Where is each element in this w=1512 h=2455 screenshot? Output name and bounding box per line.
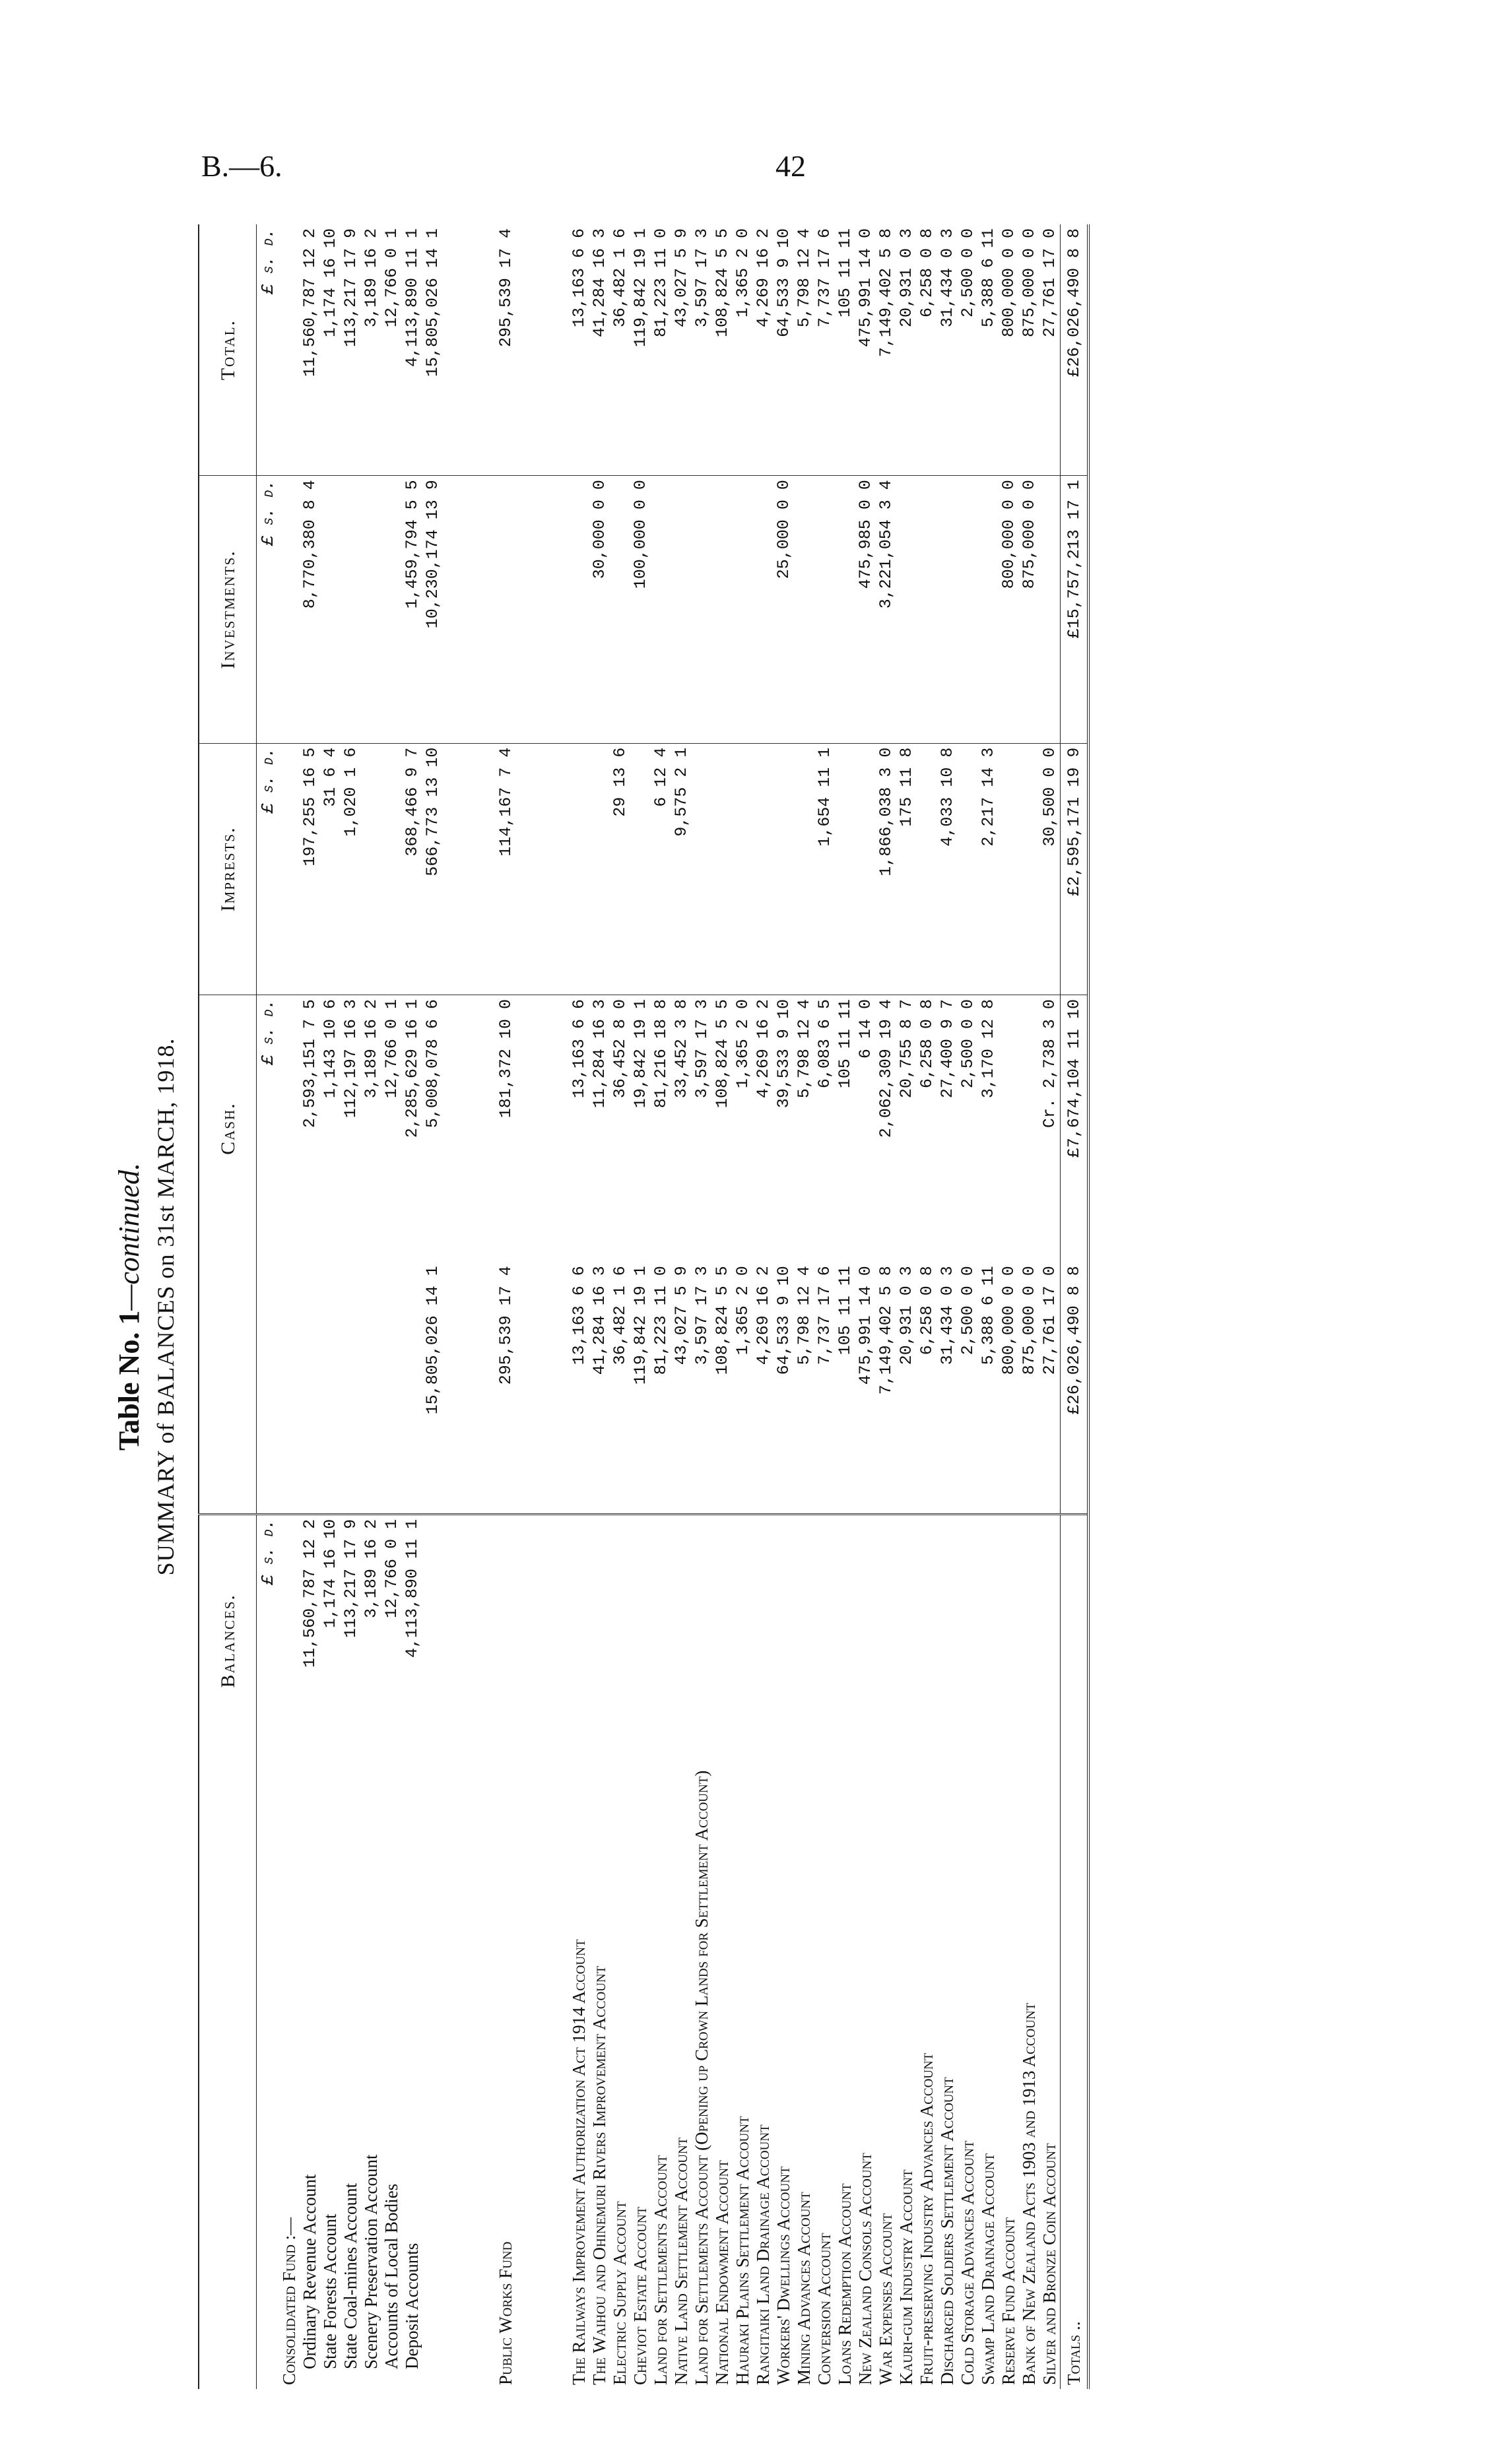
balance-cell [999,1514,1019,1766]
col-cash: Cash. [199,995,257,1262]
account-label: The Railways Improvement Authorization Act 1914 Account [569,1939,589,2385]
investment-cell: 475,985 0 0 [855,476,876,743]
table-row [835,224,855,2389]
investment-cell: 875,000 0 0 [1019,476,1039,743]
imprest-cell [958,743,978,995]
cash-cell: 1,143 10 6 [321,999,340,1099]
total-cell: 4,269 16 2 [753,224,773,476]
total-cell: 7,149,402 5 8 [876,224,896,476]
imprest-cell [999,743,1019,995]
account-label: Workers' Dwellings Account [773,2166,793,2385]
imprest-cell: 114,167 7 4 [496,743,516,995]
table-row [692,224,712,2389]
account-label: Ordinary Revenue Account [300,2174,319,2369]
investment-cell: 3,221,054 3 4 [876,476,896,743]
cash-cell: 108,824 5 5 [713,999,732,1109]
table-row [958,224,978,2389]
table-row [300,224,320,2389]
balance-cell [1039,1514,1061,1766]
table-row [773,224,794,2389]
imprest-cell: 29 13 6 [610,743,630,995]
investment-cell: 25,000 0 0 [773,476,794,743]
cash-cell: 6,083 6 5 [815,999,834,1089]
total-cell: 81,223 11 0 [651,224,671,476]
total-cell: 27,761 17 0 [1039,224,1061,476]
subtotal-balance-cell: 3,597 17 3 [692,1262,712,1514]
account-label: Conversion Account [814,2233,834,2385]
account-label: Loans Redemption Account [835,2183,855,2385]
account-label [422,1767,443,2389]
account-label: Land for Settlements Account (Opening up Crown Lands for Settlement Account) [692,1770,711,2385]
total-cell: 12,766 0 1 [381,224,402,476]
investment-cell: £15,757,213 17 1 [1061,476,1089,743]
cash-cell: 33,452 3 8 [672,999,691,1099]
balance-cell [773,1514,794,1766]
balance-cell: 11,560,787 12 2 [300,1519,319,1668]
total-cell: 36,482 1 6 [610,224,630,476]
cash-cell: 36,452 8 0 [610,999,630,1099]
table-row [381,224,402,2389]
subtotal-balance-cell: 7,149,402 5 8 [876,1262,896,1514]
spacer-cell [361,1262,381,1514]
total-cell: 800,000 0 0 [999,224,1019,476]
investment-cell: 100,000 0 0 [630,476,651,743]
table-row [876,224,896,2389]
imprest-cell [855,743,876,995]
total-cell: 64,533 9 10 [773,224,794,476]
account-label: Hauraki Plains Settlement Account [733,2116,752,2385]
balance-cell: 3,189 16 2 [362,1519,381,1618]
page-reference: B.—6. [201,149,282,183]
subtotal-balance-cell: 43,027 5 9 [671,1262,692,1514]
account-label: Accounts of Local Bodies [381,2183,401,2369]
investment-cell [341,476,361,743]
total-cell: 11,560,787 12 2 [300,224,320,476]
imprest-cell [589,743,610,995]
investment-cell [753,476,773,743]
cash-cell: 3,597 17 3 [692,999,711,1099]
investment-cell [610,476,630,743]
total-cell: 875,000 0 0 [1019,224,1039,476]
imprest-cell: 566,773 13 10 [422,743,443,995]
total-cell: £26,026,490 8 8 [1061,224,1089,476]
balance-cell: 12,766 0 1 [382,1519,401,1618]
subtotal-balance-cell: 13,163 6 6 [569,1262,589,1514]
subtotal-balance-cell: 1,365 2 0 [733,1262,753,1514]
balance-cell [917,1514,937,1766]
total-cell: 13,163 6 6 [569,224,589,476]
imprest-cell: 30,500 0 0 [1039,743,1061,995]
table-row [937,224,958,2389]
table-row [651,224,671,2389]
subtotal-balance-cell: 119,842 19 1 [630,1262,651,1514]
investment-cell [692,476,712,743]
subtotal-balance-cell: 7,737 17 6 [814,1262,835,1514]
imprest-cell [753,743,773,995]
account-label: State Coal-mines Account [341,2183,360,2369]
total-cell: 31,434 0 3 [937,224,958,476]
col-total: Total. [199,224,257,476]
subtotal-balance-cell: 105 11 11 [835,1262,855,1514]
subtotal-balance-cell: 295,539 17 4 [496,1262,516,1514]
page-number: 42 [775,149,806,183]
investment-cell [917,476,937,743]
imprest-cell [630,743,651,995]
total-cell: 1,174 16 10 [320,224,341,476]
investment-cell [1039,476,1061,743]
account-label: Silver and Bronze Coin Account [1039,2143,1059,2385]
table-row [753,224,773,2389]
balance-cell [794,1514,814,1766]
imprest-cell [794,743,814,995]
investment-cell: 800,000 0 0 [999,476,1019,743]
table-row [712,224,733,2389]
investment-cell [320,476,341,743]
balance-cell [1019,1514,1039,1766]
total-cell: 113,217 17 9 [341,224,361,476]
cash-cell: 2,593,151 7 5 [300,999,319,1129]
balance-cell [978,1514,999,1766]
total-cell: 475,991 14 0 [855,224,876,476]
account-label: Scenery Preservation Account [361,2154,381,2369]
cash-cell: 20,755 8 7 [897,999,916,1099]
investment-cell: 10,230,174 13 9 [422,476,443,743]
imprest-cell [569,743,589,995]
col-imprests: Imprests. [199,743,257,995]
balance-cell [876,1514,896,1766]
investment-cell: 30,000 0 0 [589,476,610,743]
subtotal-balance-cell: 475,991 14 0 [855,1262,876,1514]
total-cell: 119,842 19 1 [630,224,651,476]
imprest-cell: 6 12 4 [651,743,671,995]
spacer-cell [381,1262,402,1514]
balance-cell [692,1514,712,1766]
investment-cell [671,476,692,743]
total-cell: 41,284 16 3 [589,224,610,476]
account-label: Kauri-gum Industry Account [896,2169,916,2385]
table-title: Table No. 1—continued. [113,1163,145,1451]
cash-cell: 5,008,078 6 6 [423,999,442,1129]
subtotal-balance-cell: 81,223 11 0 [651,1262,671,1514]
subtotal-balance-cell: 4,269 16 2 [753,1262,773,1514]
total-cell: 7,737 17 6 [814,224,835,476]
imprest-cell [835,743,855,995]
account-label: Native Land Settlement Account [671,2137,691,2385]
total-cell: 2,500 0 0 [958,224,978,476]
balance-cell [630,1514,651,1766]
imprest-cell [692,743,712,995]
imprest-cell: 1,866,038 3 0 [876,743,896,995]
imprest-cell: 1,654 11 1 [814,743,835,995]
balance-cell [896,1514,917,1766]
account-label: Electric Supply Account [610,2201,630,2385]
subtotal-balance-cell: 5,388 6 11 [978,1262,999,1514]
cash-cell [999,995,1019,1262]
account-label: State Forests Account [320,2213,340,2369]
table-row [671,224,692,2389]
table-row [610,224,630,2389]
account-label: Rangitaiki Land Drainage Account [753,2124,773,2385]
col-investments: Investments. [199,476,257,743]
investment-cell [814,476,835,743]
spacer-cell [341,1262,361,1514]
cash-cell: 13,163 6 6 [570,999,589,1099]
account-label: Mining Advances Account [794,2192,814,2385]
table-row [320,224,341,2389]
table-row [1019,224,1039,2389]
imprest-cell [917,743,937,995]
consolidated-heading: Consolidated Fund :— [279,2217,299,2385]
balance-cell [671,1514,692,1766]
subtotal-balance-cell: 20,931 0 3 [896,1262,917,1514]
total-cell: 20,931 0 3 [896,224,917,476]
total-cell: 4,113,890 11 1 [402,224,422,476]
balance-cell [610,1514,630,1766]
balance-cell: 4,113,890 11 1 [403,1519,422,1658]
table-row [917,224,937,2389]
table-row [361,224,381,2389]
table-row [341,224,361,2389]
investment-cell [361,476,381,743]
subtotal-balance-cell: £26,026,490 8 8 [1061,1262,1089,1514]
investment-cell [733,476,753,743]
balance-cell: 1,174 16 10 [321,1519,340,1628]
subtotal-balance-cell: 31,434 0 3 [937,1262,958,1514]
total-cell: 3,189 16 2 [361,224,381,476]
total-cell: 43,027 5 9 [671,224,692,476]
account-label: Reserve Fund Account [999,2217,1018,2385]
table-row [999,224,1019,2389]
cash-cell: 27,400 9 7 [938,999,957,1099]
spacer-cell [320,1262,341,1514]
investment-cell [496,476,516,743]
investment-cell [381,476,402,743]
cash-cell: Cr. 2,738 3 0 [1040,999,1059,1129]
account-label: Swamp Land Drainage Account [978,2153,998,2385]
cash-cell: 2,285,629 16 1 [403,999,422,1138]
cash-cell: 4,269 16 2 [754,999,773,1099]
account-label: War Expenses Account [876,2213,896,2385]
column-header-row [199,224,257,2389]
balance-cell [496,1514,516,1766]
investment-cell [978,476,999,743]
imprest-cell: 1,020 1 6 [341,743,361,995]
cash-cell: 12,766 0 1 [382,999,401,1099]
imprest-cell: 175 11 8 [896,743,917,995]
account-label: Totals .. [1061,1767,1089,2389]
cash-cell: £7,674,104 11 10 [1061,995,1089,1262]
balance-cell [422,1514,443,1766]
imprest-cell [381,743,402,995]
total-cell: 3,597 17 3 [692,224,712,476]
balances-table [198,224,1090,2389]
consolidated-heading-row [279,224,300,2389]
imprest-cell: 9,575 2 1 [671,743,692,995]
table-row [978,224,999,2389]
table-row [589,224,610,2389]
account-label: The Waihou and Ohinemuri Rivers Improvement Account [589,1965,609,2385]
cash-cell: 6,258 0 8 [917,999,937,1089]
subtotal-balance-cell: 2,500 0 0 [958,1262,978,1514]
total-cell: 1,365 2 0 [733,224,753,476]
cash-cell: 2,062,309 19 4 [876,999,896,1138]
table-row [733,224,753,2389]
table-row [855,224,876,2389]
balance-cell [651,1514,671,1766]
total-cell: 6,258 0 8 [917,224,937,476]
investment-cell [937,476,958,743]
balance-cell [937,1514,958,1766]
imprest-cell [773,743,794,995]
imprest-cell [361,743,381,995]
subtotal-balance-cell: 6,258 0 8 [917,1262,937,1514]
balance-cell [712,1514,733,1766]
balance-cell [855,1514,876,1766]
subtotal-balance-cell: 27,761 17 0 [1039,1262,1061,1514]
cash-cell: 105 11 11 [836,999,855,1089]
total-cell: 295,539 17 4 [496,224,516,476]
investment-cell [569,476,589,743]
spacer-cell [402,1262,422,1514]
table-row [896,224,917,2389]
balance-cell [753,1514,773,1766]
cash-cell: 181,372 10 0 [496,999,515,1119]
cash-cell: 1,365 2 0 [733,999,752,1089]
balance-cell: 113,217 17 9 [341,1519,360,1638]
balance-cell [835,1514,855,1766]
table-row [794,224,814,2389]
public-works-row [496,224,516,2389]
rotated-table-block [106,224,1426,2389]
table-row [630,224,651,2389]
subtotal-balance-cell: 15,805,026 14 1 [422,1262,443,1514]
account-label: Fruit-preserving Industry Advances Account [917,2052,937,2385]
balance-cell [1061,1514,1089,1766]
balance-cell [569,1514,589,1766]
total-cell: 5,798 12 4 [794,224,814,476]
account-label: Public Works Fund [496,2241,515,2385]
account-label: Deposit Accounts [402,2242,422,2369]
total-cell: 108,824 5 5 [712,224,733,476]
account-label: National Endowment Account [712,2160,732,2385]
cash-cell: 6 14 0 [856,999,875,1059]
imprest-cell: 368,466 9 7 [402,743,422,995]
imprest-cell: 2,217 14 3 [978,743,999,995]
investment-cell: 1,459,794 5 5 [402,476,422,743]
balance-cell [589,1514,610,1766]
imprest-cell [712,743,733,995]
cash-cell: 11,284 16 3 [590,999,609,1109]
balance-cell [814,1514,835,1766]
imprest-cell [1019,743,1039,995]
subtotal-balance-cell: 64,533 9 10 [773,1262,794,1514]
subtotal-balance-cell: 875,000 0 0 [1019,1262,1039,1514]
total-cell: 15,805,026 14 1 [422,224,443,476]
balance-cell [733,1514,753,1766]
cash-cell: 39,533 9 10 [774,999,793,1109]
cash-cell [1019,995,1039,1262]
table-row [569,224,589,2389]
cash-cell: 3,189 16 2 [362,999,381,1099]
cash-cell: 19,842 19 1 [631,999,650,1109]
imprest-cell: 4,033 10 8 [937,743,958,995]
account-label: New Zealand Consols Account [855,2153,875,2385]
imprest-cell [733,743,753,995]
investment-cell [958,476,978,743]
table-row [814,224,835,2389]
imprest-cell: 31 6 4 [320,743,341,995]
subtotal-balance-cell: 108,824 5 5 [712,1262,733,1514]
table-body [279,224,1088,2389]
balance-cell [958,1514,978,1766]
account-label: Cheviot Estate Account [630,2206,650,2385]
account-label: Land for Settlements Account [651,2155,671,2385]
total-cell: 5,388 6 11 [978,224,999,476]
cash-cell: 5,798 12 4 [795,999,814,1099]
col-balances: Balances. [199,1514,257,1766]
account-label: Bank of New Zealand Acts 1903 and 1913 Account [1019,2002,1039,2385]
investment-cell: 8,770,380 8 4 [300,476,320,743]
subtotal-balance-cell: 5,798 12 4 [794,1262,814,1514]
spacer-cell [300,1262,320,1514]
investment-cell [712,476,733,743]
account-label: Discharged Soldiers Settlement Account [937,2077,957,2385]
unit-row: £ s. d. £ s. d. £ s. d. £ s. d. £ s. d. [257,224,280,2389]
subtotal-balance-cell: 800,000 0 0 [999,1262,1019,1514]
table-row [402,224,422,2389]
table-subtitle: SUMMARY of BALANCES on 31st MARCH, 1918. [152,1037,179,1576]
cash-cell: 2,500 0 0 [958,999,977,1089]
subtotal-balance-cell: 41,284 16 3 [589,1262,610,1514]
imprest-cell: £2,595,171 19 9 [1061,743,1089,995]
investment-cell [651,476,671,743]
investment-cell [794,476,814,743]
cash-cell: 112,197 16 3 [341,999,360,1119]
total-cell: 105 11 11 [835,224,855,476]
totals-row [1061,224,1089,2389]
investment-cell [835,476,855,743]
investment-cell [896,476,917,743]
table-row [1039,224,1061,2389]
cash-cell: 81,216 18 8 [651,999,671,1109]
imprest-cell: 197,255 16 5 [300,743,320,995]
account-label: Cold Storage Advances Account [958,2140,977,2385]
subtotal-row [422,224,443,2389]
subtotal-balance-cell: 36,482 1 6 [610,1262,630,1514]
cash-cell: 3,170 12 8 [979,999,998,1099]
